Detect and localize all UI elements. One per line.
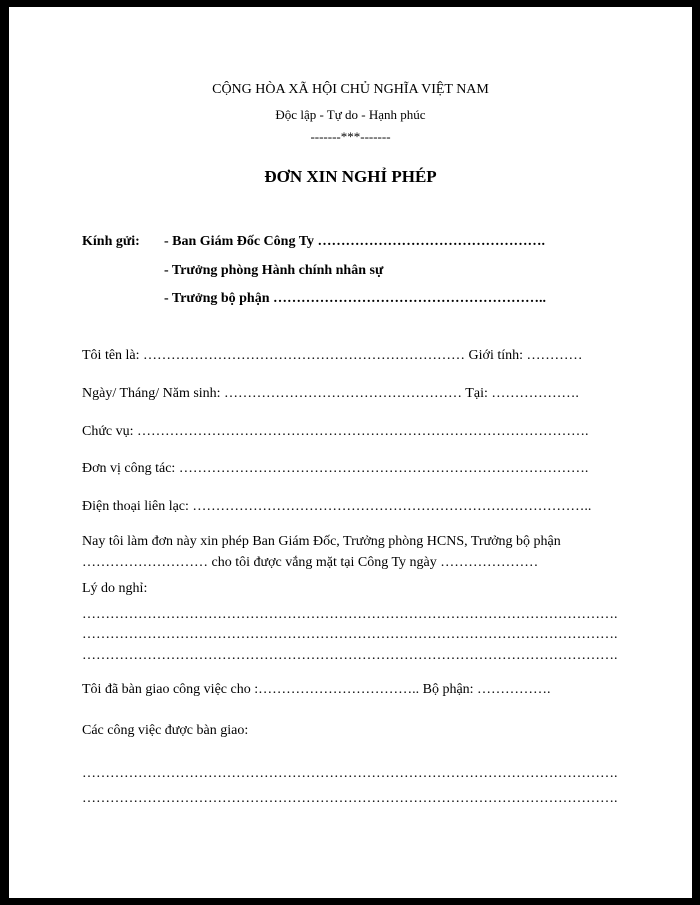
request-line-1: Nay tôi làm đơn này xin phép Ban Giám Đốc, Trưởng phòng HCNS, Trưởng bộ phận xyxy=(82,534,561,549)
document-page xyxy=(9,7,692,898)
field-phone: Điện thoại liên lạc: ………………………………………………………………………….. xyxy=(82,499,592,514)
handover-line-2: ……………………………………………………………………………………………………. xyxy=(82,791,618,806)
recipient-line-3: - Trưởng bộ phận ………………………………………………….. xyxy=(164,291,547,306)
field-dob: Ngày/ Tháng/ Năm sinh: …………………………………………… Tại: ………………. xyxy=(82,386,579,401)
reason-line-2: ……………………………………………………………………………………………………. xyxy=(82,627,618,642)
recipient-line-2: - Trưởng phòng Hành chính nhân sự xyxy=(164,263,384,278)
request-line-2: ……………………… cho tôi được vắng mặt tại Công Ty ngày ………………… xyxy=(82,555,539,570)
handover-tasks-label: Các công việc được bàn giao: xyxy=(82,723,249,738)
field-unit: Đơn vị công tác: ……………………………………………………………………………. xyxy=(82,461,589,476)
field-position: Chức vụ: ……………………………………………………………………………………. xyxy=(82,424,589,439)
field-name: Tôi tên là: …………………………………………………………… Giới tính: ………… xyxy=(82,348,583,363)
country-heading: CỘNG HÒA XÃ HỘI CHỦ NGHĨA VIỆT NAM xyxy=(212,82,489,97)
separator: -------***------- xyxy=(310,129,391,144)
handover-line: Tôi đã bàn giao công việc cho :…………………………….. Bộ phận: ……………. xyxy=(82,682,551,697)
handover-line-1: ……………………………………………………………………………………………………. xyxy=(82,766,618,781)
reason-line-3: ……………………………………………………………………………………………………. xyxy=(82,648,618,663)
recipient-line-1: - Ban Giám Đốc Công Ty …………………………………………. xyxy=(164,234,545,249)
recipient-label: Kính gửi: xyxy=(82,234,140,249)
reason-line-1: ……………………………………………………………………………………………………. xyxy=(82,607,618,622)
reason-label: Lý do nghỉ: xyxy=(82,581,148,596)
document-title: ĐƠN XIN NGHỈ PHÉP xyxy=(264,167,437,186)
motto: Độc lập - Tự do - Hạnh phúc xyxy=(275,107,426,122)
